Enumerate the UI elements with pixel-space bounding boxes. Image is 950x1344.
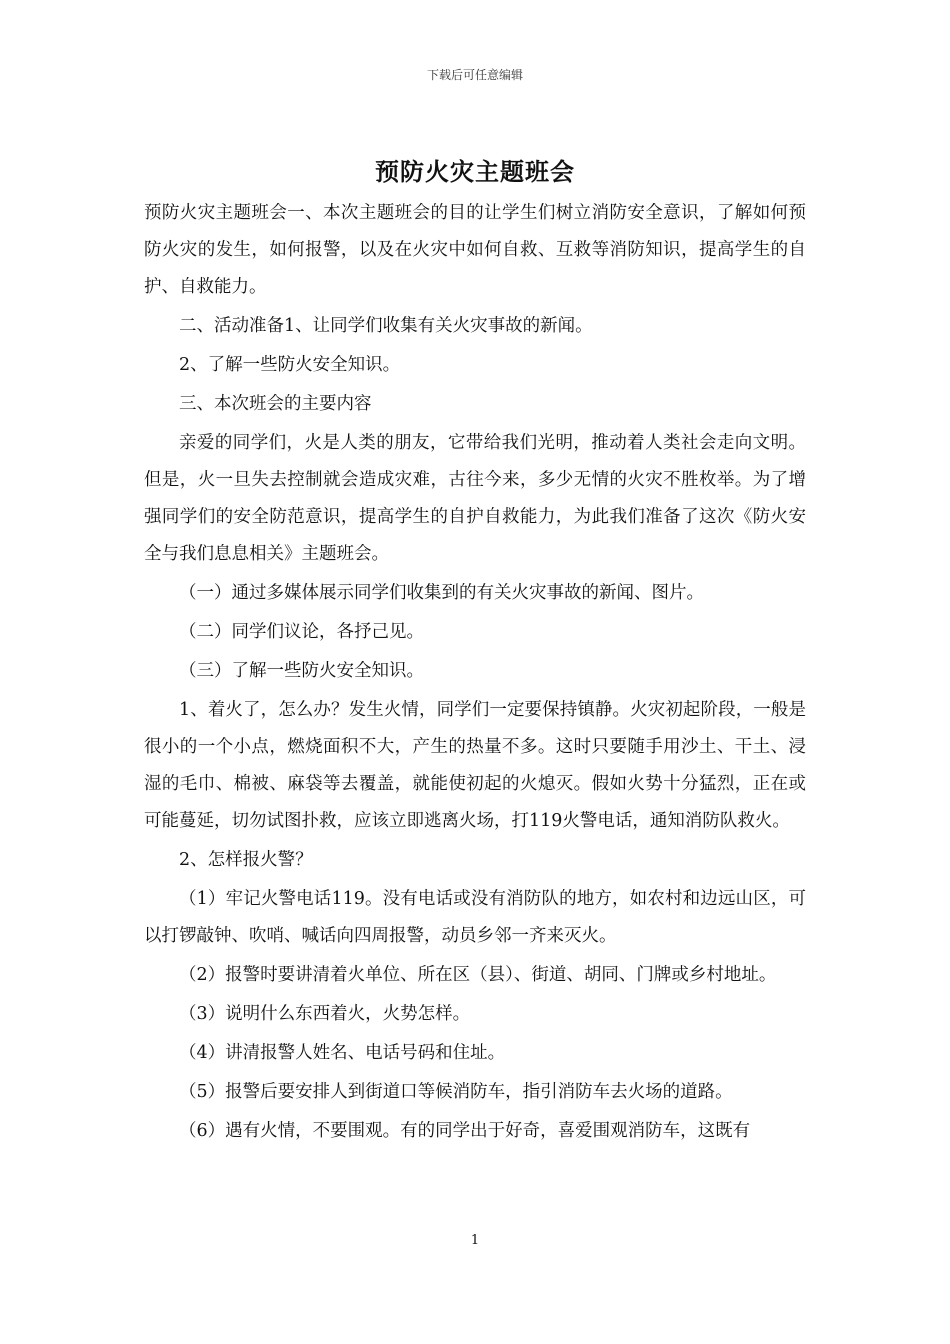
paragraph-report-step-6: （6）遇有火情，不要围观。有的同学出于好奇，喜爱围观消防车，这既有 xyxy=(179,1121,751,1141)
paragraph-report-step-3: （3）说明什么东西着火，火势怎样。 xyxy=(179,1004,471,1024)
paragraph-report-step-5: （5）报警后要安排人到街道口等候消防车，指引消防车去火场的道路。 xyxy=(179,1082,733,1102)
paragraph-purpose: 预防火灾主题班会一、本次主题班会的目的让学生们树立消防安全意识，了解如何预防火灾的发生，如何报警，以及在火灾中如何自救、互救等消防知识，提高学生的自护、自救能力。 xyxy=(144,203,806,297)
paragraph-section-1: （一）通过多媒体展示同学们收集到的有关火灾事故的新闻、图片。 xyxy=(179,583,704,603)
paragraph-fire-response: 1、着火了，怎么办？发生火情，同学们一定要保持镇静。火灾初起阶段，一般是很小的一个小点，燃烧面积不大，产生的热量不多。这时只要随手用沙土、干土、浸湿的毛巾、棉被、麻袋等去覆盖，就能使初起的火熄灭。假如火势十分猛烈，正在或可能蔓延，切勿试图扑救，应该立即逃离火场，打119火警电话，通知消防队救火。 xyxy=(144,700,806,831)
page-header: 下载后可任意编辑 xyxy=(426,68,523,82)
paragraph-preparation-2: 2、了解一些防火安全知识。 xyxy=(179,355,401,375)
document-body xyxy=(144,195,806,1150)
paragraph-main-content-heading: 三、本次班会的主要内容 xyxy=(179,394,372,414)
paragraph-report-step-4: （4）讲清报警人姓名、电话号码和住址。 xyxy=(179,1043,506,1063)
paragraph-introduction: 亲爱的同学们，火是人类的朋友，它带给我们光明，推动着人类社会走向文明。但是，火一旦失去控制就会造成灾难，古往今来，多少无情的火灾不胜枚举。为了增强同学们的安全防范意识，提高学生的自护自救能力，为此我们准备了这次《防火安全与我们息息相关》主题班会。 xyxy=(144,433,806,564)
paragraph-section-2: （二）同学们议论，各抒己见。 xyxy=(179,622,424,642)
paragraph-report-step-1: （1）牢记火警电话119。没有电话或没有消防队的地方，如农村和边远山区，可以打锣敲钟、吹哨、喊话向四周报警，动员乡邻一齐来灭火。 xyxy=(144,889,806,946)
paragraph-preparation: 二、活动准备1、让同学们收集有关火灾事故的新闻。 xyxy=(179,316,593,336)
paragraph-how-to-report: 2、怎样报火警？ xyxy=(179,850,313,870)
page-number: 1 xyxy=(470,1233,480,1248)
paragraph-report-step-2: （2）报警时要讲清着火单位、所在区（县）、街道、胡同、门牌或乡村地址。 xyxy=(179,965,777,985)
document-title: 预防火灾主题班会 xyxy=(375,157,575,186)
paragraph-section-3: （三）了解一些防火安全知识。 xyxy=(179,661,424,681)
